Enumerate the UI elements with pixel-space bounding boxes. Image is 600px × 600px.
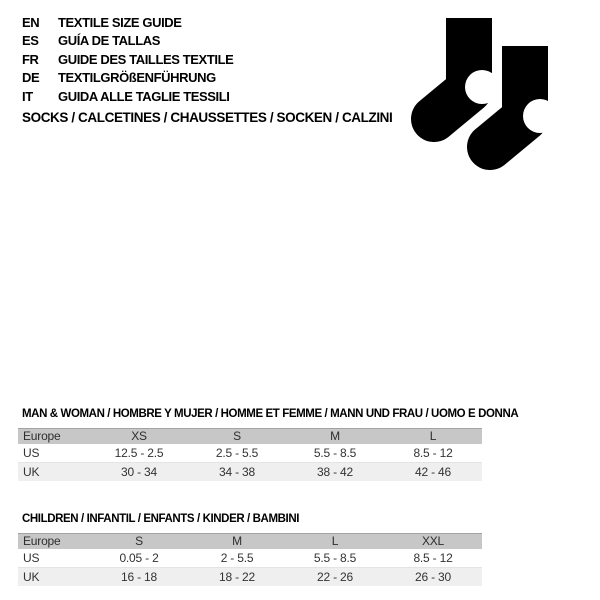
section-man-woman — [18, 408, 519, 481]
header-region: Europe — [18, 534, 90, 549]
sock-front — [490, 46, 557, 147]
header-size: L — [286, 534, 384, 549]
language-row-en — [22, 13, 233, 32]
language-row-it — [22, 87, 233, 106]
size-value: 18 - 22 — [219, 569, 255, 584]
table-header-row — [18, 429, 482, 444]
table-row — [18, 462, 482, 481]
header-size: S — [188, 429, 286, 444]
table-title-man-woman: MAN & WOMAN / HOMBRE Y MUJER / HOMME ET FEMME / MANN UND FRAU / UOMO E DONNA — [22, 408, 519, 420]
size-table-children — [18, 533, 482, 586]
table-header-row — [18, 534, 482, 549]
category-title: SOCKS / CALCETINES / CHAUSSETTES / SOCKEN / CALZINI — [22, 110, 393, 125]
language-row-fr — [22, 50, 233, 69]
size-value: 2 - 5.5 — [220, 550, 254, 565]
sock-back — [434, 18, 499, 119]
size-value: 22 - 26 — [317, 569, 353, 584]
language-list — [22, 13, 233, 106]
size-value: 42 - 46 — [415, 464, 451, 479]
language-label: TEXTILE SIZE GUIDE — [58, 14, 182, 30]
size-value: 34 - 38 — [219, 464, 255, 479]
table-row — [18, 444, 482, 463]
language-code: DE — [22, 70, 40, 86]
size-value: 5.5 - 8.5 — [313, 445, 357, 460]
language-label: GUIDA ALLE TAGLIE TESSILI — [58, 88, 230, 104]
table-title-children: CHILDREN / INFANTIL / ENFANTS / KINDER / BAMBINI — [22, 513, 300, 525]
size-value: 30 - 34 — [121, 464, 157, 479]
size-value: 2.5 - 5.5 — [215, 445, 259, 460]
language-code: ES — [22, 33, 39, 49]
size-value: 8.5 - 12 — [413, 550, 453, 565]
language-label: GUÍA DE TALLAS — [58, 33, 161, 49]
header-size: M — [286, 429, 384, 444]
header-region: Europe — [18, 429, 90, 444]
row-region: US — [23, 550, 40, 565]
size-value: 0.05 - 2 — [119, 550, 159, 565]
size-value: 5.5 - 8.5 — [313, 550, 357, 565]
size-value: 38 - 42 — [317, 464, 353, 479]
language-code: IT — [22, 88, 33, 104]
section-children — [18, 513, 482, 586]
socks-icon — [405, 10, 577, 186]
language-row-es — [22, 32, 233, 51]
language-label: GUIDE DES TAILLES TEXTILE — [58, 51, 234, 67]
header-size: L — [384, 429, 482, 444]
language-code: FR — [22, 51, 39, 67]
language-row-de — [22, 69, 233, 88]
size-value: 8.5 - 12 — [413, 445, 453, 460]
size-value: 26 - 30 — [415, 569, 451, 584]
size-value: 16 - 18 — [121, 569, 157, 584]
header-size: M — [188, 534, 286, 549]
row-region: UK — [23, 569, 40, 584]
language-label: TEXTILGRÖßENFÜHRUNG — [58, 70, 216, 86]
row-region: US — [23, 445, 40, 460]
header-size: S — [90, 534, 188, 549]
table-row — [18, 549, 482, 568]
size-table-man-woman — [18, 428, 482, 481]
header-size: XS — [90, 429, 188, 444]
row-region: UK — [23, 464, 40, 479]
header-size: XXL — [384, 534, 482, 549]
language-code: EN — [22, 14, 40, 30]
size-value: 12.5 - 2.5 — [114, 445, 164, 460]
table-row — [18, 567, 482, 586]
